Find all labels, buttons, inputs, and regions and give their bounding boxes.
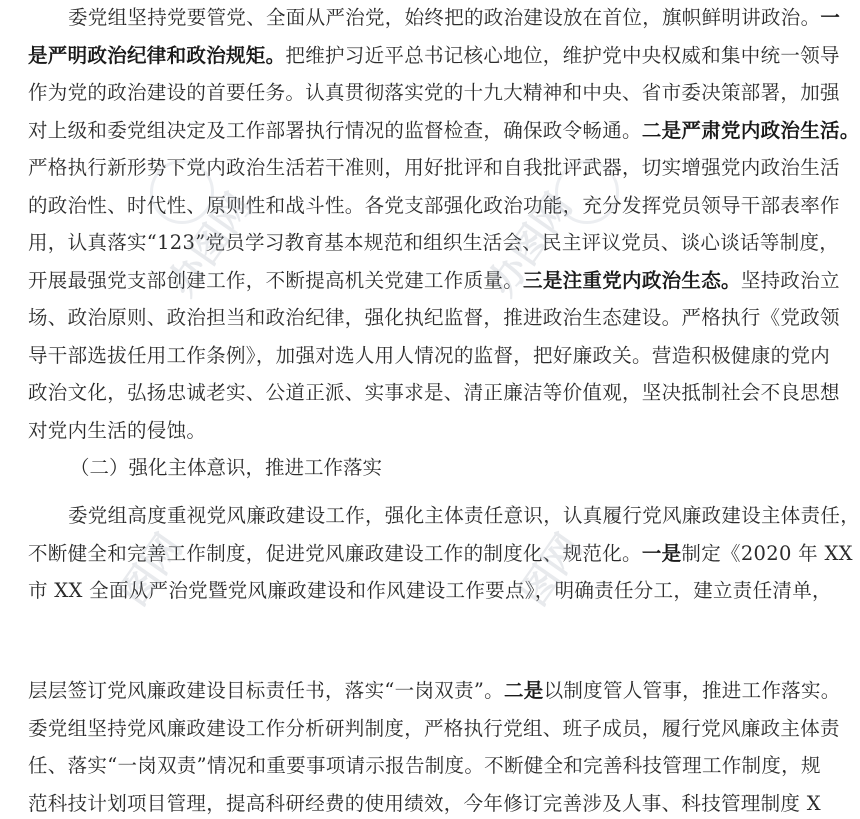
- text-segment: 场、政治原则、政治担当和政治纪律，强化执纪监督，推进政治生态建设。严格执行《党政领: [28, 306, 840, 329]
- watermark-text: 办图网: [479, 185, 581, 304]
- bold-text-segment: 一: [820, 6, 841, 29]
- text-line: [28, 789, 821, 819]
- text-segment: 委党组高度重视党风廉政建设工作，强化主体责任意识，认真履行党风廉政建设主体责任，: [68, 504, 860, 527]
- text-segment: 作为党的政治建设的首要任务。认真贯彻落实党的十九大精神和中央、省市委决策部署，加强: [28, 81, 840, 104]
- text-line: [28, 228, 840, 258]
- text-line: [28, 191, 840, 221]
- text-line: [68, 501, 860, 531]
- text-segment: 严格执行新形势下党内政治生活若干准则，用好批评和自我批评武器，切实增强党内政治生活: [28, 156, 840, 179]
- text-segment: 对上级和委党组决定及工作部署执行情况的监督检查，确保政令畅通。: [28, 118, 642, 142]
- text-segment: 任、落实“一岗双责”情况和重要事项请示报告制度。不断健全和完善科技管理工作制度，规: [28, 754, 821, 777]
- text-segment: 把维护习近平总书记核心地位，维护党中央权威和集中统一领导: [285, 43, 840, 67]
- text-segment: 制定《2020 年 XX: [681, 541, 853, 565]
- text-line: [28, 539, 853, 569]
- bold-text-segment: 三是注重党内政治生态。: [523, 268, 741, 292]
- text-segment: 市 XX 全面从严治党暨党风廉政建设和作风建设工作要点》，明确责任分工，建立责任清单，: [28, 579, 832, 602]
- watermark-text: 办图网: [159, 185, 261, 304]
- text-segment: 坚持政治立: [740, 268, 840, 292]
- bold-text-segment: 一是: [641, 541, 682, 565]
- text-line: [28, 78, 840, 108]
- text-line: [28, 576, 832, 606]
- text-segment: 不断健全和完善工作制度，促进党风廉政建设工作的制度化、规范化。: [28, 541, 642, 565]
- text-line: [28, 153, 840, 183]
- bold-text-segment: 二是严肃党内政治生活。: [641, 118, 860, 142]
- text-line: [28, 416, 776, 446]
- watermark-text: 图网: [111, 525, 191, 614]
- text-segment: 委党组坚持党风廉政建设工作分析研判制度，严格执行党组、班子成员，履行党风廉政主体责: [28, 716, 840, 740]
- text-line: [28, 714, 840, 744]
- text-line: [28, 341, 831, 371]
- bold-text-segment: 二是: [503, 679, 544, 702]
- watermark-text: 图网: [511, 525, 591, 614]
- text-line: [28, 676, 841, 706]
- text-line: [28, 303, 840, 333]
- text-line: [28, 378, 840, 408]
- text-line: [28, 266, 840, 296]
- text-segment: 层层签订党风廉政建设目标责任书，落实“一岗双责”。: [28, 679, 504, 702]
- text-segment: 导干部选拔任用工作条例》，加强对选人用人情况的监督，把好廉政关。营造积极健康的党内: [28, 343, 831, 367]
- text-segment: 委党组坚持党要管党、全面从严治党，始终把的政治建设放在首位，旗帜鲜明讲政治。: [68, 6, 821, 29]
- text-segment: 开展最强党支部创建工作，不断提高机关党建工作质量。: [28, 268, 524, 292]
- text-segment: 政治文化，弘扬忠诚老实、公道正派、实事求是、清正廉洁等价值观，坚决抵制社会不良思想: [28, 381, 840, 404]
- text-segment: 的政治性、时代性、原则性和战斗性。各党支部强化政治功能，充分发挥党员领导干部表率作: [28, 193, 840, 217]
- text-segment: 范科技计划项目管理，提高科研经费的使用绩效，今年修订完善涉及人事、科技管理制度 X: [28, 791, 821, 815]
- text-segment: 以制度管人管事，推进工作落实。: [543, 679, 841, 702]
- text-line: [68, 3, 841, 33]
- text-line: [28, 116, 860, 146]
- text-line: [28, 751, 821, 781]
- text-line: [28, 41, 840, 71]
- text-segment: 对党内生活的侵蚀。: [28, 418, 207, 442]
- bold-text-segment: 是严明政治纪律和政治规矩。: [28, 43, 286, 67]
- section-heading: （二）强化主体意识，推进工作落实: [70, 456, 383, 479]
- text-segment: 用，认真落实“123”党员学习教育基本规范和组织生活会、民主评议党员、谈心谈话等制度，: [28, 231, 840, 254]
